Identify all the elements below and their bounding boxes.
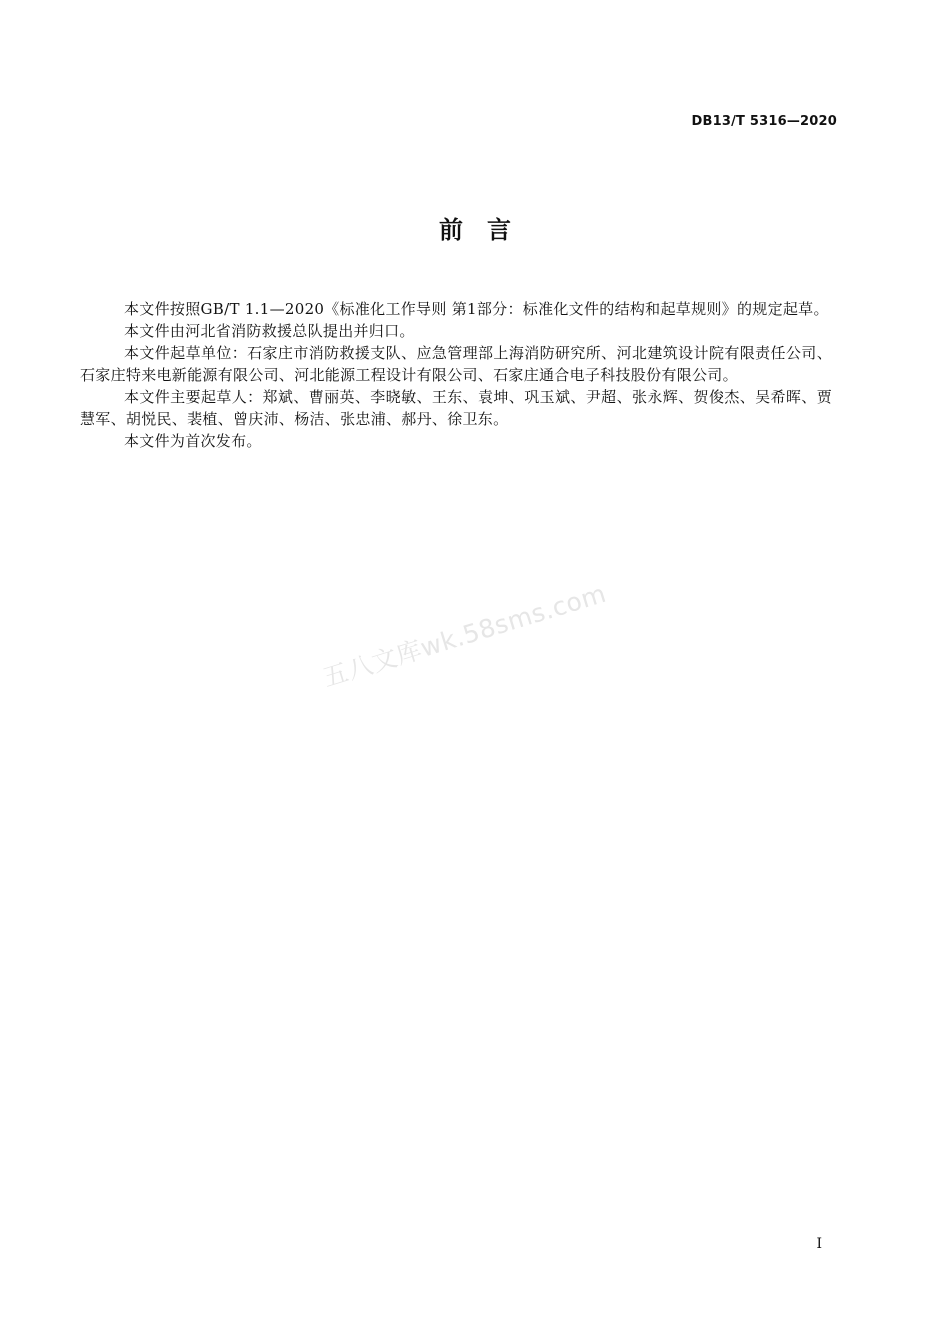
page-number: I <box>816 1236 822 1252</box>
paragraph-drafting-units: 本文件起草单位：石家庄市消防救援支队、应急管理部上海消防研究所、河北建筑设计院有限责任公司、石家庄特来电新能源有限公司、河北能源工程设计有限公司、石家庄通合电子科技股份有限公司。 <box>80 344 832 384</box>
paragraph-drafters: 本文件主要起草人：郑斌、曹丽英、李晓敏、王东、袁坤、巩玉斌、尹超、张永辉、贺俊杰、吴希晖、贾慧军、胡悦民、裴植、曾庆沛、杨洁、张忠浦、郝丹、徐卫东。 <box>80 388 832 428</box>
document-code: DB13/T 5316—2020 <box>691 114 837 129</box>
watermark: 五八文库wk.58sms.com <box>319 578 610 693</box>
paragraph-first-release: 本文件为首次发布。 <box>124 432 262 450</box>
page-title: 前言 <box>439 216 535 244</box>
paragraph-drafting-rules: 本文件按照GB/T 1.1—2020《标准化工作导则 第1部分：标准化文件的结构和起草规则》的规定起草。 <box>124 300 829 318</box>
foreword-body <box>80 298 832 452</box>
paragraph-proposer: 本文件由河北省消防救援总队提出并归口。 <box>124 322 415 340</box>
